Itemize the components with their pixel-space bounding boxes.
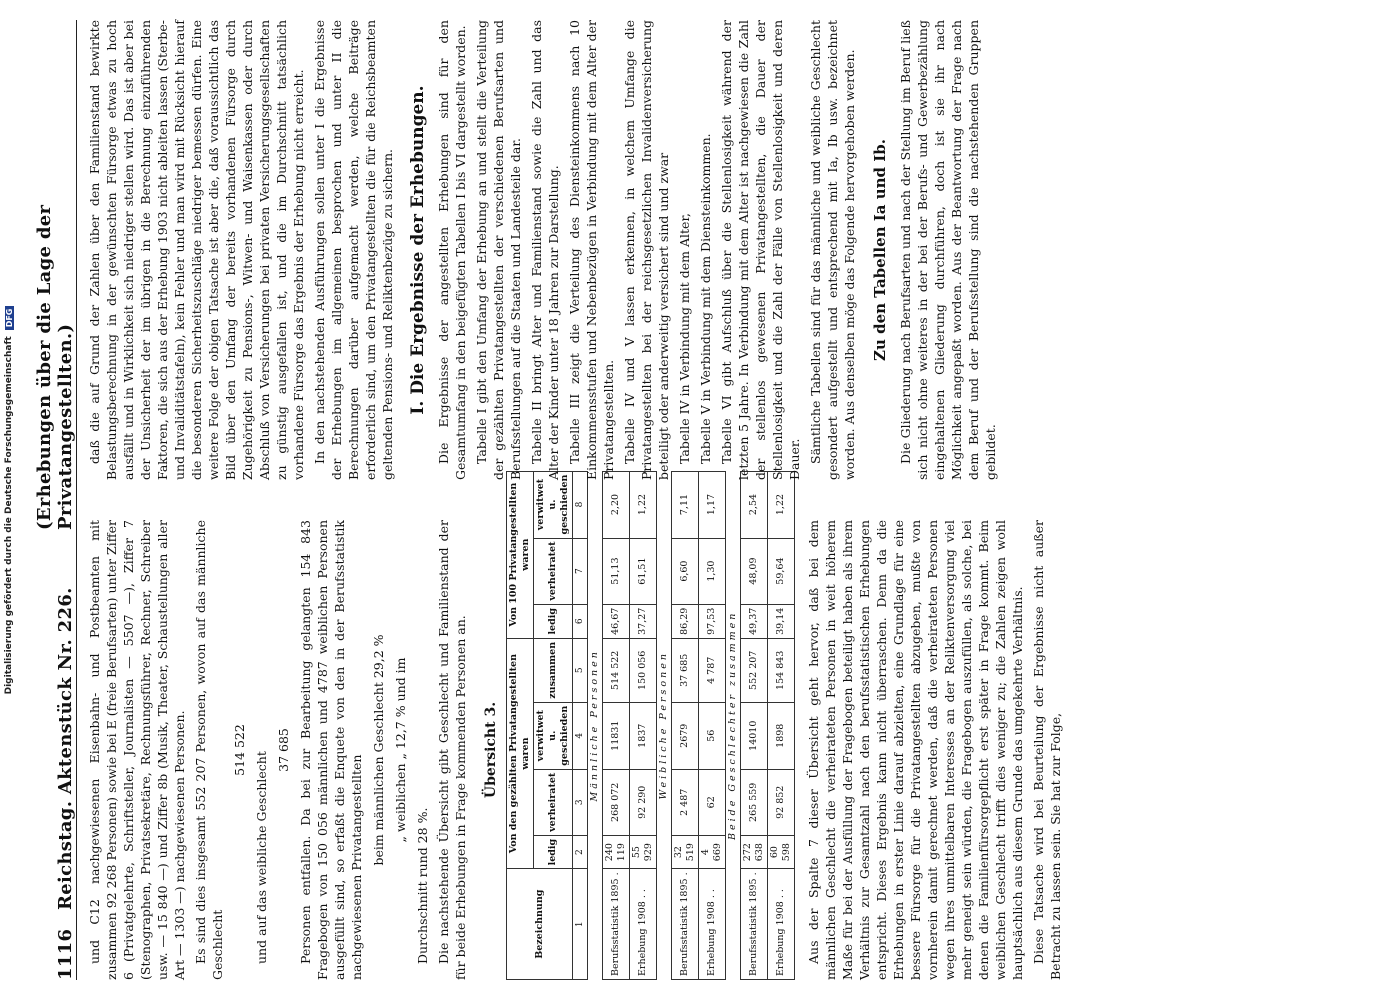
section-label: Männliche Personen [588,471,603,979]
dfg-logo: DFG [5,306,14,331]
col-number: 1 [573,869,588,980]
paragraph: Die Ergebnisse der angestellten Erhebungen sind für den Gesamtumfang in den beigefügten Tabellen I bis VI dargestellt worden. [436,20,468,480]
table-cell: 51,13 [603,538,630,604]
table-cell: 2,20 [603,471,630,538]
col-number: 8 [573,471,588,538]
credit-text: Digitalisierung gefördert durch die Deutsche Forschungsgemeinschaft [4,336,14,695]
table-cell: 1,30 [699,538,726,604]
table-cell: 62 [699,769,726,835]
table-cell: 32 519 [672,835,699,869]
paragraph: Tabelle II bringt Alter und Familienstand sowie die Zahl und das Alter der Kinder unter 18 Jahren zur Darstellung. [529,20,561,480]
table-cell: 48,09 [741,538,768,604]
col-header: ledig [534,835,573,869]
table-cell: 150 056 [630,638,657,702]
right-column [86,20,1356,480]
page-number: 1116 [55,928,76,980]
col-number: 2 [573,835,588,869]
table-row [630,471,657,979]
table-row [603,471,630,979]
paragraph: Die nachstehende Übersicht gibt Geschlecht und Familienstand der für beide Erhebungen in Frage kommenden Personen an. [436,520,468,980]
subsection-heading: Zu den Tabellen Ia und Ib. [871,139,889,361]
table-cell: 265 559 [741,769,768,835]
table-cell: Erhebung 1908 . . [630,869,657,980]
col-number: 5 [573,638,588,702]
table-cell: 37,27 [630,604,657,638]
paragraph: In den nachstehenden Ausführungen sollen unter I die Ergebnisse der Erhebungen im allgemeinen besprochen und unter II die Berechnungen darüber aufgemacht werden, welche Beiträge erforderlich sind, um den Privatangestellten die für die Reichsbeamten geltenden Pensions- und Reliktenbezüge zu sichern. [312,20,395,480]
overview-table [506,471,795,980]
left-column [86,474,1356,980]
col-header-bezeichnung: Bezeichnung [507,869,573,980]
group-header-counts: Von den gezählten Privatangestellten waren [507,638,534,869]
paragraph: Personen entfallen. Da bei zur Bearbeitung gelangten 154 843 Fragebogen von 150 056 männlichen und 4787 weiblichen Personen ausgefüllt sind, so erfaßt die Enquete von den in der Berufsstatistik nachgewiesenen Privatangestellten [298,520,364,980]
table-cell: 2,54 [741,471,768,538]
table-cell: 97,53 [699,604,726,638]
digitization-credit [0,0,18,1000]
table-cell: 552 207 [741,638,768,702]
paragraph: daß die auf Grund der Zahlen über den Familienstand bewirkte Belastungsberechnung in der gewünschten Fürsorge etwas zu hoch ausfällt und in Wirklichkeit sich niedriger stellen wird. Das ist aber bei der Unsicherheit der im übrigen in die Berechnung einzuführenden Faktoren, die sich aus der Erhebung 1903 nicht ableiten lassen (Sterbe- und Invaliditätstafeln), kein Fehler und man wird mit Rücksicht hierauf die besonderen Sicherheitszuschläge niedriger bemessen dürfen. Eine weitere Folge der obigen Tatsache ist aber die, daß voraussichtlich das Bild über den Umfang der bereits vorhandenen Fürsorge durch Zugehörigkeit zu Pensions-, Witwen- und Waisenkassen oder durch Abschluß von Versicherungen bei privaten Versicherungsgesellschaften zu günstig ausgefallen ist, und die im Durchschnitt tatsächlich vorhandene Fürsorge das Ergebnis der Erhebung nicht erreicht. [87,20,306,480]
table-cell: 1837 [630,702,657,769]
value-male: 514 522 [232,724,247,776]
table-cell: 86,29 [672,604,699,638]
paragraph: Es sind dies insgesamt 552 207 Personen, wovon auf das männliche Geschlecht [193,520,225,980]
percent-female: „ weiblichen „ 12,7 % und im [393,657,408,843]
paragraph: Tabelle IV und V lassen erkennen, in welchem Umfange die Privatangestellten bei der reichsgesetzlichen Invalidenversicherung beteiligt oder anderweitig versichert sind und zwar [622,20,671,480]
table-cell: 240 119 [603,835,630,869]
paragraph: Tabelle VI gibt Aufschluß über die Stellenlosigkeit während der letzten 5 Jahre. In Verbindung mit dem Alter ist nachgewiesen die Zahl der stellenlos gewesenen Privatangestellten, die Dauer der Stellenlosigkeit und die Zahl der Fälle von Stellenlosigkeit und deren Dauer. [719,20,802,480]
header-right: (Erhebungen über die Lage der Privatangestellten.) [34,204,76,530]
table-cell: 92 290 [630,769,657,835]
table-cell: 1898 [768,702,795,769]
table-cell: 2 487 [672,769,699,835]
table-cell: 46,67 [603,604,630,638]
col-number: 3 [573,769,588,835]
paragraph: und auf das weibliche Geschlecht [254,751,269,964]
col-header: verwitwet u. geschieden [534,702,573,769]
table-cell: 7,11 [672,471,699,538]
table-cell: 1,22 [768,471,795,538]
table-cell: 2679 [672,702,699,769]
table-row [672,471,699,979]
table-cell: 514 522 [603,638,630,702]
table-cell: 11831 [603,702,630,769]
table-cell: 268 072 [603,769,630,835]
group-header-percent: Von 100 Privatangestellten waren [507,471,534,638]
col-number: 7 [573,538,588,604]
table-cell: 49,37 [741,604,768,638]
paragraph: Die Gliederung nach Berufsarten und nach der Stellung im Beruf ließ sich nicht ohne weiteres in der bei der Berufs- und Gewerbezählung eingehaltenen Gliederung durchführen, doch ist sie ihr nach Möglichkeit angepaßt worden. Aus der Beantwortung der Frage nach dem Beruf und der Berufsstellung sind die nachstehenden Gruppen gebildet. [898,20,998,480]
section-label: Beide Geschlechter zusammen [726,471,741,979]
table-cell: 60 598 [768,835,795,869]
value-female: 37 685 [276,728,291,772]
table-cell: 272 638 [741,835,768,869]
paragraph: Aus der Spalte 7 dieser Übersicht geht hervor, daß bei dem männlichen Geschlecht die verheirateten Personen in weit höherem Maße für bei der Ausfüllung der Fragebogen beteiligt haben als ihrem Verhältnis zur Gesamtzahl nach den berufsstatistischen Erhebungen entspricht. Dieses Ergebnis kann nicht überraschen. Denn da die Erhebungen in erster Linie darauf abzielten, eine Grundlage für eine bessere Fürsorge für die Privatangestellten abzugeben, mußte von vornherein damit gerechnet werden, daß die verheirateten Personen wegen ihres unmittelbaren Interesses an der Reliktenversorgung viel mehr geneigt sein würden, die Fragebogen auszufüllen, als solche, bei denen die Familienfürsorgepflicht erst später in Frage kommt. Beim weiblichen Geschlecht trifft dies weniger zu; die Zahlen zeigen wohl hauptsächlich aus diesem Grunde das umgekehrte Verhältnis. [806,520,1025,980]
table-cell: Berufsstatistik 1895 . [603,869,630,980]
table-cell: 61,51 [630,538,657,604]
col-header: verheiratet [534,769,573,835]
table-cell: 14010 [741,702,768,769]
col-number: 4 [573,702,588,769]
col-header: verwitwet u. geschieden [534,471,573,538]
table-cell: 1,17 [699,471,726,538]
table-row [768,471,795,979]
table-cell: Erhebung 1908 . . [699,869,726,980]
percent-male: beim männlichen Geschlecht 29,2 % [371,634,386,866]
header-left: Reichstag. Aktenstück Nr. 226. [55,587,76,910]
table-cell: Berufsstatistik 1895 . [741,869,768,980]
table-cell: Erhebung 1908 . . [768,869,795,980]
table-cell: 1,22 [630,471,657,538]
overview-title: Übersicht 3. [483,701,499,799]
table-cell: 154 843 [768,638,795,702]
paragraph: Tabelle III zeigt die Verteilung des Diensteinkommens nach 10 Einkommensstufen und Nebenbezügen in Verbindung mit dem Alter der Privatangestellten. [567,20,616,480]
table-cell: 92 852 [768,769,795,835]
table-cell: 55 929 [630,835,657,869]
table-row [741,471,768,979]
table-cell: 39,14 [768,604,795,638]
paragraph: Diese Tatsache wird bei Beurteilung der Ergebnisse nicht außer Betracht zu lassen sein. Sie hat zur Folge, [1031,520,1063,980]
paragraph: Sämtliche Tabellen sind für das männliche und weibliche Geschlecht gesondert aufgestellt und entsprechend mit Ia, Ib usw. bezeichnet worden. Aus denselben möge das Folgende hervorgehoben werden. [808,20,857,480]
col-number: 6 [573,604,588,638]
paragraph: Tabelle V in Verbindung mit dem Diensteinkommen. [698,133,713,464]
table-cell: 6,60 [672,538,699,604]
paragraph: Tabelle I gibt den Umfang der Erhebung an und stellt die Verteilung der gezählten Privatangestellten der verschiedenen Berufsarten und Berufsstellungen auf die Staaten und Landesteile dar. [474,20,523,480]
section-heading: I. Die Ergebnisse der Erhebungen. [408,85,428,415]
page-header [34,20,77,980]
paragraph: und C12 nachgewiesenen Eisenbahn- und Postbeamten mit zusammen 92 268 Personen) sowie bei E (freie Berufsarten) unter Ziffer 6 (Privatgelehrte, Schriftsteller, Journalisten — 5507 —), Ziffer 7 (Stenographen, Privatsekretäre, Rechnungsführer, Rechner, Schreiber usw. — 15 840 —) und Ziffer 8b (Musik, Theater, Schaustellungen aller Art — 1303 —) nachgewiesenen Personen. [87,520,187,980]
col-header: zusammen [534,638,573,702]
section-label: Weibliche Personen [657,471,672,979]
table-cell: 59,64 [768,538,795,604]
col-header: verheiratet [534,538,573,604]
table-cell: Berufsstatistik 1895 . [672,869,699,980]
table-cell: 56 [699,702,726,769]
paragraph: Durchschnitt rund 28 %. [415,807,430,964]
table-cell: 4 787 [699,638,726,702]
paragraph: Tabelle IV in Verbindung mit dem Alter, [677,212,692,464]
table-cell: 4 669 [699,835,726,869]
table-cell: 37 685 [672,638,699,702]
col-header: ledig [534,604,573,638]
table-row [699,471,726,979]
